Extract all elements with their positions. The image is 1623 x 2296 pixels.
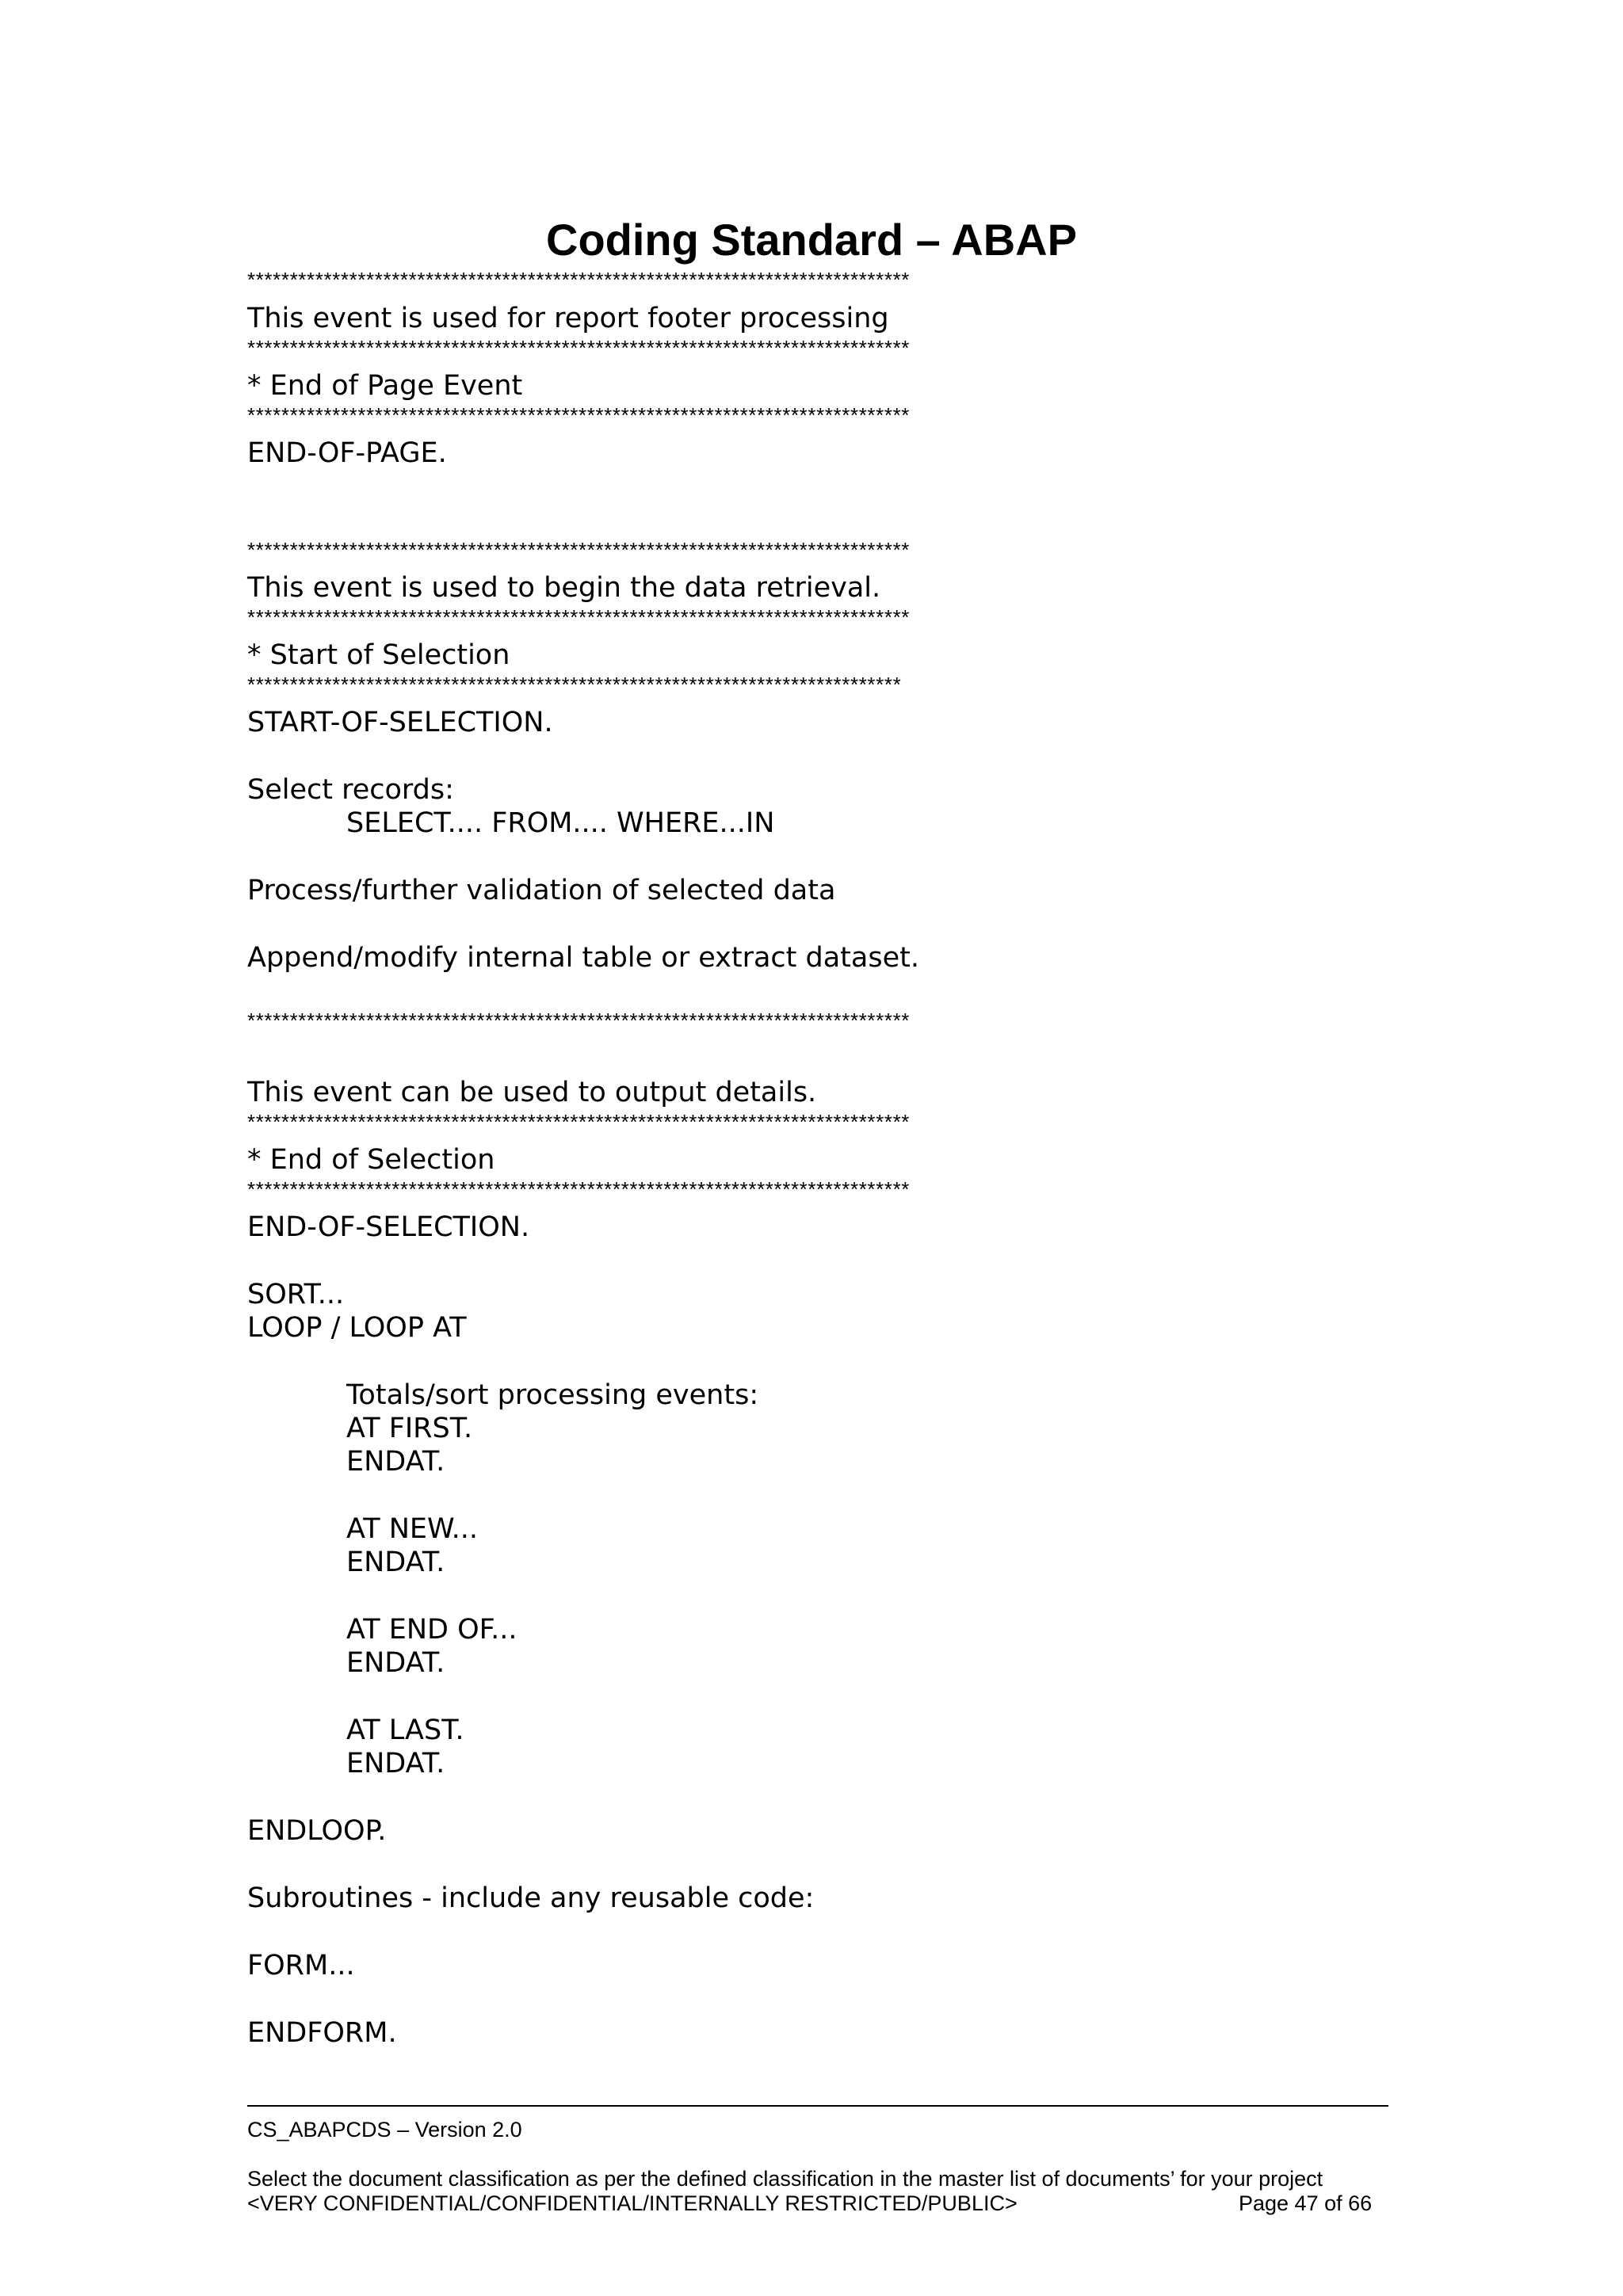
sort-statement: SORT... xyxy=(247,1279,345,1310)
at-first-statement: AT FIRST. xyxy=(346,1413,473,1444)
endform-statement: ENDFORM. xyxy=(247,2017,397,2049)
totals-events-text: Totals/sort processing events: xyxy=(346,1379,759,1411)
end-of-page-statement: END-OF-PAGE. xyxy=(247,437,447,469)
separator-line: ****************************************************************************** xyxy=(247,605,911,629)
separator-line: ****************************************************************************** xyxy=(247,1177,911,1201)
footer-classification-note: Select the document classification as per the defined classification in the master list of documents’ for your project xyxy=(247,2167,1323,2191)
endat-statement: ENDAT. xyxy=(346,1748,445,1779)
subroutines-text: Subroutines - include any reusable code: xyxy=(247,1882,815,1914)
separator-line: ***************************************************************************** xyxy=(247,673,902,696)
form-statement: FORM... xyxy=(247,1950,355,1981)
process-validation-text: Process/further validation of selected data xyxy=(247,875,836,906)
separator-line: ****************************************************************************** xyxy=(247,1110,911,1134)
separator-line: ****************************************************************************** xyxy=(247,403,911,427)
endat-statement: ENDAT. xyxy=(346,1647,445,1679)
footer-event-description: This event is used for report footer processing xyxy=(247,303,889,334)
output-details-description: This event can be used to output details. xyxy=(247,1077,817,1108)
endat-statement: ENDAT. xyxy=(346,1446,445,1478)
start-of-selection-comment: * Start of Selection xyxy=(247,639,510,671)
endat-statement: ENDAT. xyxy=(346,1547,445,1578)
at-last-statement: AT LAST. xyxy=(346,1714,464,1746)
begin-retrieval-description: This event is used to begin the data retrieval. xyxy=(247,572,881,604)
footer-divider xyxy=(247,2105,1388,2107)
endloop-statement: ENDLOOP. xyxy=(247,1815,387,1847)
select-records-text: Select records: xyxy=(247,774,454,806)
select-statement: SELECT.... FROM.... WHERE...IN xyxy=(346,807,775,839)
at-end-of-statement: AT END OF... xyxy=(346,1614,517,1646)
at-new-statement: AT NEW... xyxy=(346,1513,478,1545)
start-of-selection-statement: START-OF-SELECTION. xyxy=(247,707,553,738)
separator-line: ****************************************************************************** xyxy=(247,336,911,360)
separator-line: ****************************************************************************** xyxy=(247,538,911,562)
append-modify-text: Append/modify internal table or extract dataset. xyxy=(247,942,919,974)
footer-page-number: Page 47 of 66 xyxy=(1239,2191,1373,2215)
end-of-page-comment: * End of Page Event xyxy=(247,370,523,402)
footer-classification-levels: <VERY CONFIDENTIAL/CONFIDENTIAL/INTERNALLY RESTRICTED/PUBLIC> xyxy=(247,2191,1018,2215)
separator-line: ****************************************************************************** xyxy=(247,268,911,292)
end-of-selection-statement: END-OF-SELECTION. xyxy=(247,1211,530,1243)
loop-statement: LOOP / LOOP AT xyxy=(247,1312,467,1344)
footer-document-id: CS_ABAPCDS – Version 2.0 xyxy=(247,2118,522,2142)
end-of-selection-comment: * End of Selection xyxy=(247,1144,495,1176)
page-title: Coding Standard – ABAP xyxy=(546,215,1077,265)
separator-line: ****************************************************************************** xyxy=(247,1009,911,1032)
